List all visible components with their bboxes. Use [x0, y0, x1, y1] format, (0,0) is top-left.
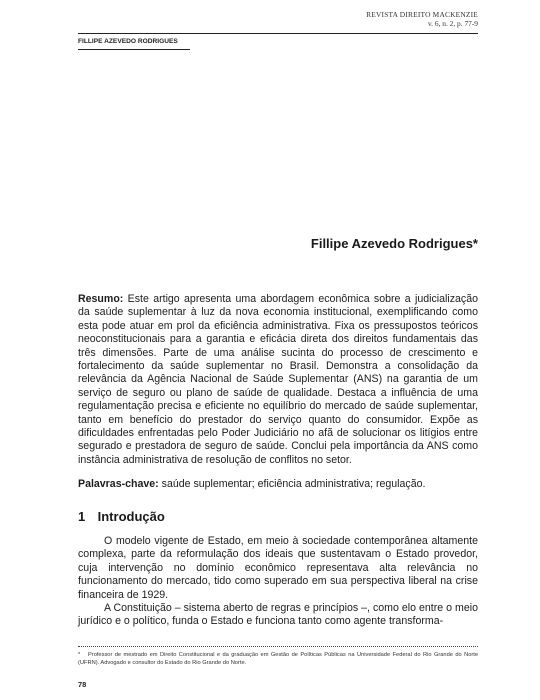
keywords-label: Palavras-chave: [78, 478, 159, 490]
journal-name: REVISTA DIREITO MACKENZIE [366, 10, 478, 19]
section-title: Introdução [97, 509, 165, 524]
abstract-text: Este artigo apresenta uma abordagem econômica sobre a judicialização da saúde suplementar à luz da nova economia institucional, exemplificando como esta pode atuar em prol da eficiência administrativa. Fixa os pressupostos teóricos neoconstitucionais para a garantia e eficácia direta dos direitos fundamentais das três dimensões. Parte de uma análise sucinta do processo de crescimento e fortalecimento da saúde suplementar no Brasil. Demonstra a consolidação da relevância da Agência Nacional de Saúde Suplementar (ANS) na garantia de um serviço de seguro ou plano de saúde de qualidade. Destaca a influência de uma regulamentação precisa e eficiente no equilíbrio do mercado de saúde suplementar, tanto em benefício do prestador do serviço quanto do consumidor. Expõe as dificuldades enfrentadas pelo Poder Judiciário no afã de solucionar os litígios entre segurado e prestadora de seguro de saúde. Conclui pela importância da ANS como instância administrativa de resolução de conflitos no setor. [78, 293, 478, 466]
running-author: FILLIPE AZEVEDO RODRIGUES [78, 38, 190, 50]
header-rule [78, 33, 478, 34]
footnote-mark: * [78, 652, 81, 658]
article-author: Fillipe Azevedo Rodrigues* [310, 236, 478, 251]
abstract [78, 293, 478, 467]
footnote [78, 651, 478, 667]
keywords-text: saúde suplementar; eficiência administrativa; regulação. [161, 478, 426, 490]
keywords [78, 478, 478, 491]
journal-volume: v. 6, n. 2, p. 77-9 [427, 18, 478, 28]
section-number: 1 [78, 509, 86, 524]
footnote-text: Professor de mestrado em Direito Constitucional e da graduação em Gestão de Políticas Públicas na Universidade Federal do Rio Grande do Norte (UFRN). Advogado e consultor do Estado do Rio Grande do Norte. [78, 652, 478, 666]
section-heading [78, 509, 165, 524]
paragraph: A Constituição – sistema aberto de regras e princípios –, como elo entre o meio jurídico e o político, funda o Estado e funciona tanto como agente transforma- [78, 602, 478, 628]
introduction-body [78, 535, 478, 629]
footnote-rule [78, 646, 478, 647]
journal-header [366, 11, 478, 28]
paragraph: O modelo vigente de Estado, em meio à sociedade contemporânea altamente complexa, parte da reformulação dos ideais que sustentavam o Estado provedor, cuja intervenção no domínio econômico representava alta relevância no funcionamento do mercado, tido como superado em sua perspectiva liberal na crise financeira de 1929. [78, 535, 478, 601]
page-number: 78 [78, 680, 87, 689]
abstract-label: Resumo: [78, 293, 124, 305]
